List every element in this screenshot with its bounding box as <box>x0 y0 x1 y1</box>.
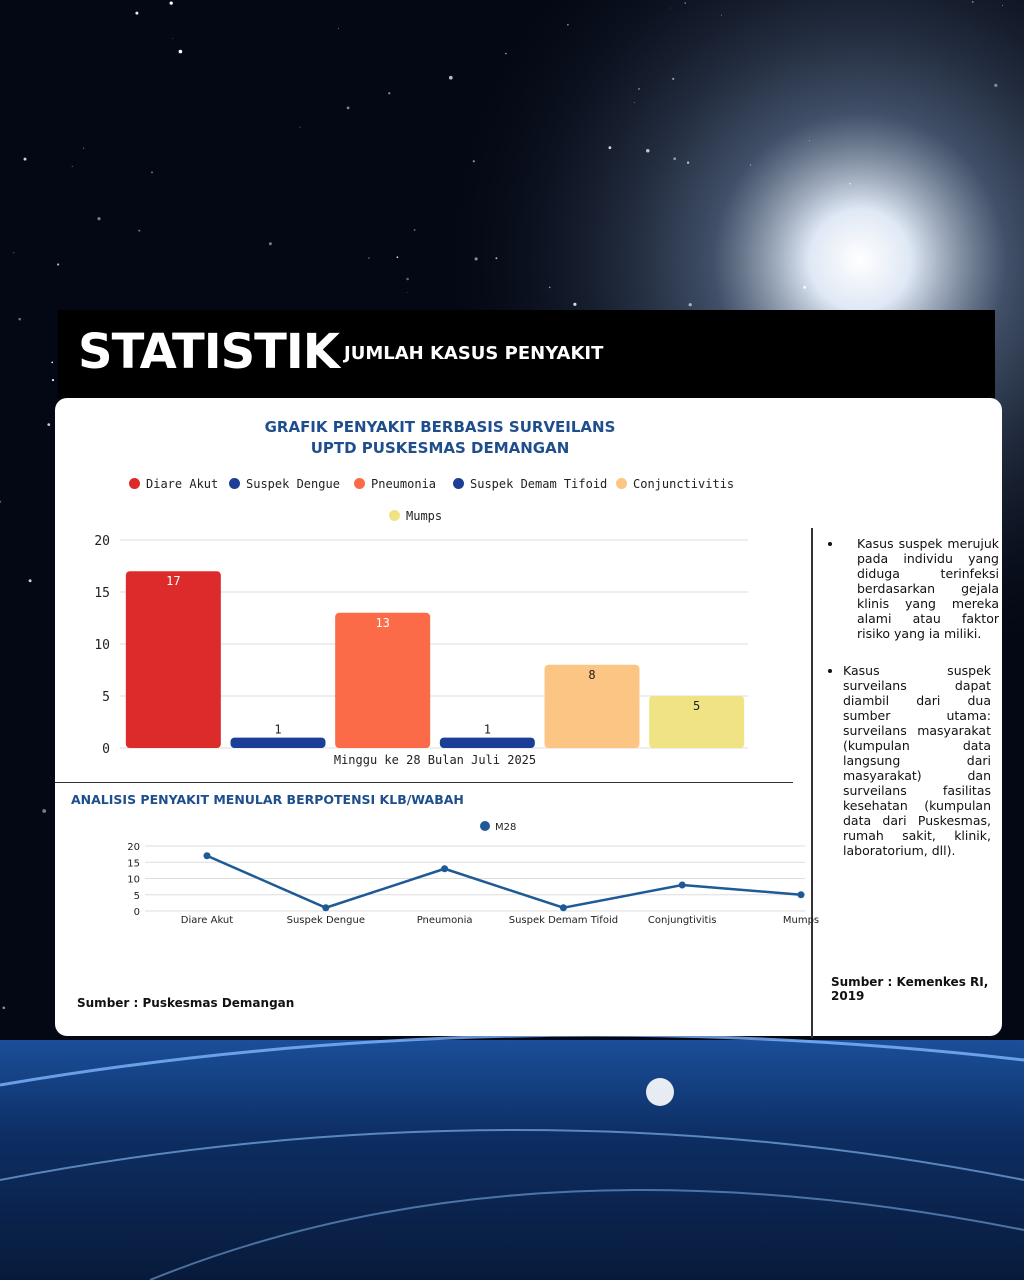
y-tick-label: 20 <box>94 534 110 549</box>
legend-item <box>129 477 218 491</box>
note-item: • Kasus suspek surveilans dapat diambil dari dua sumber utama: surveilans masyarakat (kumpulan data langsung dari masyarakat) dan surveilans fasilitas kesehatan (kumpulan data dari Puskesmas, rumah sakit, klinik, laboratorium, dll). <box>843 663 991 858</box>
header-title: STATISTIK <box>78 324 339 380</box>
legend-item <box>389 509 442 523</box>
legend-dot-icon <box>229 478 240 489</box>
legend-dot-icon <box>453 478 464 489</box>
legend-label: Suspek Dengue <box>246 477 340 491</box>
data-point <box>679 882 686 889</box>
x-tick-label: Diare Akut <box>180 915 234 926</box>
y-tick-label: 0 <box>102 742 110 757</box>
legend-item <box>229 477 340 491</box>
bar-chart-title-line1: GRAFIK PENYAKIT BERBASIS SURVEILANS <box>264 418 616 436</box>
bar <box>126 571 221 748</box>
legend-dot-icon <box>129 478 140 489</box>
bar-chart-xlabel: Minggu ke 28 Bulan Juli 2025 <box>333 753 537 767</box>
data-point <box>798 891 805 898</box>
source-right: Sumber : Kemenkes RI, 2019 <box>831 975 989 1003</box>
legend-item <box>354 477 436 491</box>
data-point <box>560 904 567 911</box>
header-banner <box>58 310 995 398</box>
bar-value-label: 17 <box>166 574 181 589</box>
x-tick-label: Mumps <box>782 915 820 926</box>
divider-horizontal <box>55 782 793 783</box>
legend-dot-icon <box>616 478 627 489</box>
x-tick-label: Pneumonia <box>416 915 473 926</box>
bar <box>335 613 430 748</box>
bar-value-label: 1 <box>274 722 282 737</box>
y-tick-label: 15 <box>127 858 140 870</box>
x-tick-label: Suspek Dengue <box>286 915 366 926</box>
bar-value-label: 5 <box>693 699 701 713</box>
legend-dot-icon <box>480 821 490 831</box>
source-left: Sumber : Puskesmas Demangan <box>77 996 295 1010</box>
series-line <box>207 856 801 908</box>
divider-vertical <box>811 528 813 1038</box>
legend-label: Suspek Demam Tifoid <box>470 477 608 491</box>
data-point <box>441 865 448 872</box>
y-tick-label: 5 <box>133 890 140 902</box>
y-tick-label: 10 <box>94 638 110 653</box>
y-tick-label: 15 <box>94 586 110 601</box>
legend-dot-icon <box>354 478 365 489</box>
bar-chart <box>83 528 763 757</box>
legend-item <box>453 477 607 491</box>
y-tick-label: 10 <box>127 874 140 886</box>
bar <box>440 738 535 748</box>
notes-panel <box>825 536 999 880</box>
legend-label: Conjunctivitis <box>633 477 735 491</box>
y-tick-label: 20 <box>127 842 140 853</box>
legend-label: Diare Akut <box>146 477 219 491</box>
bar <box>231 738 326 748</box>
note-item: • Kasus suspek merujuk pada individu yang diduga terinfeksi berdasarkan gejala klinis yang mereka alami atau faktor risiko yang ia miliki. <box>843 536 999 641</box>
line-chart-title: ANALISIS PENYAKIT MENULAR BERPOTENSI KLB/WABAH <box>71 792 464 807</box>
statistics-card <box>55 398 1002 1036</box>
legend-label: M28 <box>495 822 517 833</box>
legend-item <box>616 477 734 491</box>
bar-value-label: 1 <box>483 722 491 737</box>
x-tick-label: Suspek Demam Tifoid <box>508 915 619 926</box>
line-chart <box>65 816 820 936</box>
data-point <box>322 904 329 911</box>
bar-chart-title-line2: UPTD PUSKESMAS DEMANGAN <box>310 439 570 457</box>
legend-dot-icon <box>389 510 400 521</box>
bar-value-label: 8 <box>588 667 596 682</box>
x-tick-label: Conjungtivitis <box>647 915 717 926</box>
header-subtitle: JUMLAH KASUS PENYAKIT <box>344 343 604 364</box>
data-point <box>204 852 211 859</box>
legend-label: Mumps <box>406 509 443 523</box>
legend-label: Pneumonia <box>371 477 437 491</box>
y-tick-label: 5 <box>102 690 110 705</box>
y-tick-label: 0 <box>133 907 140 918</box>
bar-value-label: 13 <box>375 615 390 630</box>
